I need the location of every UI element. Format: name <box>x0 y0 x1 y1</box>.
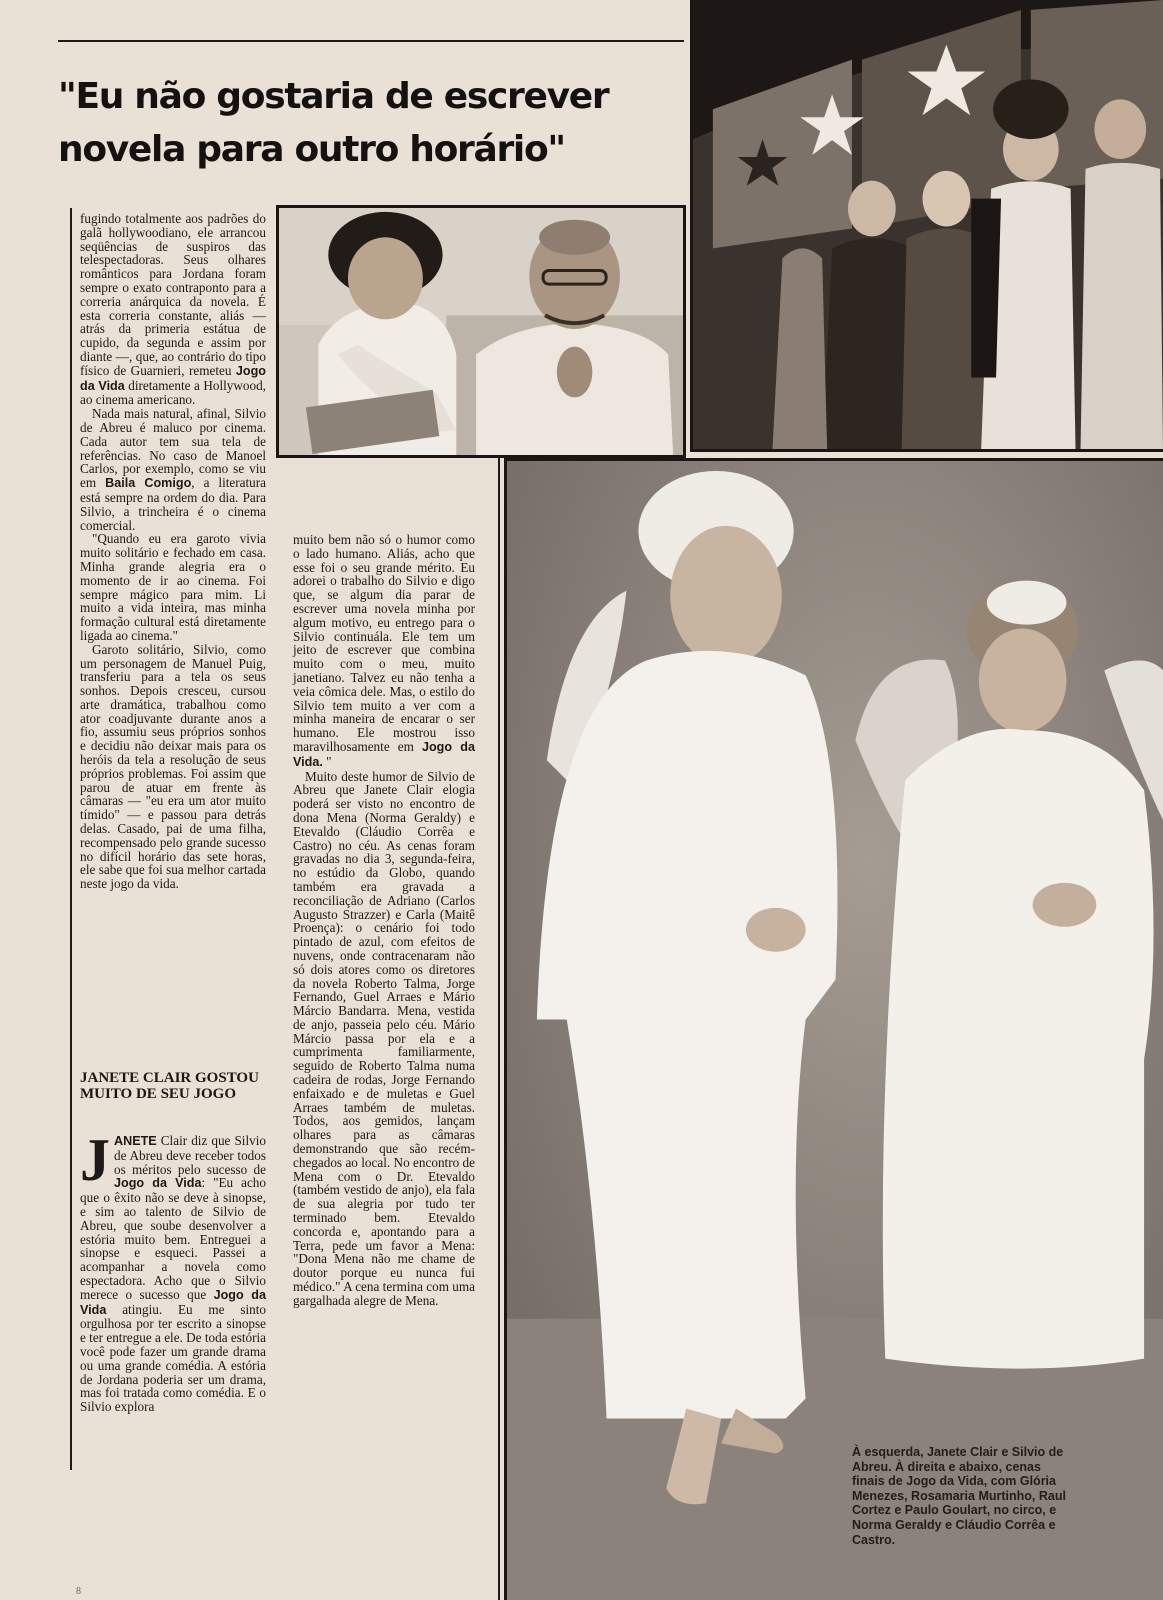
drop-cap: J <box>80 1127 110 1193</box>
article-column-2 <box>80 1127 266 1415</box>
photo-circus-illustration <box>693 0 1163 449</box>
paragraph-scene: Muito deste humor de Silvio de Abreu que Janete Clair elogia poderá ser visto no encontro de dona Mena (Norma Geraldy) e Etevaldo (Cláudio Corrêa e Castro) no céu. As cenas foram gravadas no dia 3, segunda-feira, no estúdio da Globo, quando também era gravada a reconciliação de Adriano (Carlos Augusto Strazzer) e Carla (Maitê Proença): o cenário foi todo pintado de azul, com efeitos de nuvens, onde contracenaram não só dois atores como os diretores da novela Roberto Talma, Jorge Fernando, Guel Arraes e Mário Márcio Bandarra. Mena, vestida de anjo, passeia pelo céu. Mário Márcio passa por ela e a cumprimenta familiarmente, seguido de Roberto Talma numa cadeira de rodas, Jorge Fernando enfaixado e de muletas e Guel Arraes também de muletas. Todos, aos gemidos, lançam olhares para as câmaras demonstrando que são recém-chegados ao local. No encontro de Mena com o Dr. Etevaldo (também vestido de anjo), ela fala de sua alegria por tudo ter terminado bem. Etevaldo concorda e, apontando para a Terra, pede um favor a Mena: "Dona Mena não me chame de doutor porque eu nunca fui médico." A cena termina com uma gargalhada alegre de Mena. <box>293 768 475 1308</box>
photo-circus-scene <box>690 0 1163 452</box>
paragraph-4: Garoto solitário, Silvio, como um personagem de Manuel Puig, transferiu para a tela os seus sonhos. Depois cresceu, cursou arte dramática, trabalhou como ator coadjuvante durante anos a fio, assumiu seus próprios sonhos e decidiu não deixar mais para os heróis da tela a resolução de seus próprios problemas. Foi assim que parou de atuar em frente às câmaras — "eu era um ator muito tímido" — e passou para detrás delas. Casado, pai de uma filha, recompensado pelo grande sucesso no difícil horário das sete horas, ele sabe que foi sua melhor cartada neste jogo da vida. <box>80 641 266 892</box>
top-rule <box>58 40 684 42</box>
section-subhead: JANETE CLAIR GOSTOU MUITO DE SEU JOGO <box>80 1070 259 1102</box>
page-number: 8 <box>76 1586 81 1597</box>
column-rule-left <box>70 208 72 1470</box>
paragraph-janete: JANETE Clair diz que Silvio de Abreu deve receber todos os méritos pelo sucesso de Jogo da Vida: "Eu acho que o êxito não se deve à sinopse, e sim ao talento de Silvio de Abreu, que soube desenvolver a estória muito bem. Entreguei a sinopse e esqueci. Passei a acompanhar a novela como espectadora. Acho que o Silvio merece o sucesso que Jogo da Vida atingiu. Eu me sinto orgulhosa por ter escrito a sinopse e ter entregue a ele. De toda estória você pode fazer um grande drama ou uma grande comédia. A estória de Jordana poderia ser um drama, mas foi tratada como comédia. E o Silvio explora <box>80 1127 266 1415</box>
paragraph-quote-end: muito bem não só o humor como o lado humano. Aliás, acho que esse foi o seu grande mérito. Eu adorei o trabalho do Silvio e digo que, se algum dia parar de escrever uma novela minha por algum motivo, eu entrego para o Silvio continuála. Ele tem um jeito de escrever que combina muito com o meu, muito janetiano. Talvez eu não tenha a veia cômica dele. Mas, o estilo do Silvio tem muito a ver com a minha maneira de encarar o ser humano. Ele mostrou isso maravilhosamente em Jogo da Vida. " <box>293 532 475 769</box>
headline-line-1: "Eu não gostaria de escrever <box>58 76 609 117</box>
photo-angels-illustration <box>507 461 1163 1600</box>
column-rule-middle <box>498 458 500 1600</box>
headline <box>58 70 678 176</box>
photo-janete-silvio <box>276 205 686 458</box>
article-column-3 <box>293 533 475 1308</box>
article-column-1 <box>80 212 266 891</box>
photo-angels-scene <box>504 458 1163 1600</box>
paragraph-2: Nada mais natural, afinal, Silvio de Abreu é maluco por cinema. Cada autor tem sua tela de referências. No caso de Manoel Carlos, por exemplo, como se viu em Baila Comigo, a literatura está sempre na ordem do dia. Para Silvio, a trincheira é o cinema comercial. <box>80 406 266 533</box>
headline-line-2: novela para outro horário" <box>58 129 565 170</box>
paragraph-1: fugindo totalmente aos padrões do galã hollywoodiano, ele arrancou seqüências de suspiros das telespectadoras. Seus olhares românticos para Jordana foram sempre o exato contraponto para a correria anárquica da novela. É esta correria constante, aliás — atrás da primeria estátua de cupido, da segunda e assim por diante —, que, ao contrário do tipo físico de Guarnieri, remeteu Jogo da Vida diretamente a Hollywood, ao cinema americano. <box>80 211 266 408</box>
photo-couple-illustration <box>279 208 683 455</box>
paragraph-3: "Quando eu era garoto vivia muito solitário e fechado em casa. Minha grande alegria era o momento de ir ao cinema. Foi sempre mágico para mim. Li muito a vida inteira, mas minha formação cultural está diretamente ligada ao cinema." <box>80 531 266 643</box>
photo-caption: À esquerda, Janete Clair e Silvio de Abreu. À direita e abaixo, cenas finais de Jogo da Vida, com Glória Menezes, Rosamaria Murtinho, Raul Cortez e Paulo Goulart, no circo, e Norma Geraldy e Cláudio Corrêa e Castro. <box>852 1445 1066 1547</box>
